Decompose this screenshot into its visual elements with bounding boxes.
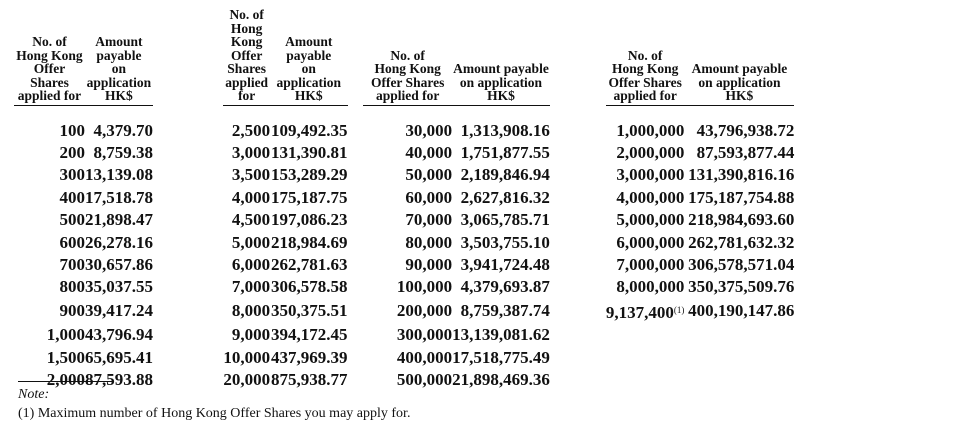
amount-cell [684,347,794,369]
amount-cell: 30,657.86 [84,254,153,274]
shares-cell: 4,500 [231,210,271,230]
amount-cell: 175,187,754.88 [688,187,795,207]
shares-cell: 9,137,400$^{(1)}$ [605,302,685,322]
amount-cell [684,369,794,391]
amount-cell: 262,781.63 [271,254,348,274]
amount-cell: 437,969.39 [271,347,348,367]
amount-cell: 218,984.69 [271,232,348,252]
amount-cell: 131,390,816.16 [688,165,795,185]
shares-cell: 9,000 [231,325,271,345]
shares-column-header: No. of Hong Kong Offer Shares applied for [225,7,269,103]
amount-cell: 17,518.78 [84,187,153,207]
amount-cell: 394,172.45 [271,325,348,345]
amount-cell: 3,503,755.10 [460,232,550,252]
amount-cell: 3,941,724.48 [460,254,550,274]
amount-cell: 109,492.35 [271,120,348,140]
shares-cell: 200,000 [396,301,453,321]
shares-cell: 5,000,000 [616,210,685,230]
amount-cell: 1,751,877.55 [460,142,550,162]
note-label: Note: [18,387,50,402]
amount-cell: 21,898,469.36 [452,369,550,389]
amount-cell: 197,086.23 [271,210,348,230]
shares-column-header: No. of Hong Kong Offer Shares applied for [363,8,452,105]
table-row [14,299,958,324]
shares-cell: 2,000 [46,369,85,389]
amount-cell: 153,289.29 [271,165,348,185]
shares-cell: 8,000 [231,301,271,321]
amount-cell: 218,984,693.60 [688,210,795,230]
shares-cell: 800 [59,277,85,297]
shares-cell: 6,000 [231,254,271,274]
footnote-marker: (1) [673,304,685,315]
amount-column-header: Amount payable on application HK$ [270,8,347,105]
shares-cell: 4,000,000 [616,187,685,207]
amount-cell: 8,759,387.74 [460,301,550,321]
amount-column-header: Amount payable on application HK$ [684,8,794,105]
amount-payable-table [14,8,958,391]
amount-cell: 350,375.51 [271,301,348,321]
table-row [14,232,958,254]
amount-cell: 43,796.94 [84,325,153,345]
shares-cell: 2,500 [231,120,271,140]
amount-cell: 1,313,908.16 [460,120,550,140]
note-divider [18,381,113,382]
table-body [14,105,958,391]
amount-cell: 350,375,509.76 [688,277,795,297]
shares-cell: 20,000 [223,369,271,389]
shares-cell: 10,000 [223,347,271,367]
amount-cell: 400,190,147.86 [688,301,795,321]
shares-cell: 400,000 [396,347,453,367]
amount-column-header: Amount payable on application HK$ [85,8,153,105]
table-header-row [14,8,958,105]
shares-cell: 100,000 [396,277,453,297]
shares-cell: 30,000 [405,120,453,140]
shares-column-header: No. of Hong Kong Offer Shares applied for [14,8,85,105]
shares-cell: 200 [59,142,85,162]
shares-cell: 300,000 [396,325,453,345]
shares-cell: 500,000 [396,369,453,389]
table-row [14,120,958,142]
shares-cell: 1,000,000 [616,120,685,140]
amount-cell: 2,627,816.32 [460,187,550,207]
table-row [14,276,958,298]
shares-cell: 80,000 [405,232,453,252]
column-gap [550,8,606,105]
amount-cell: 21,898.47 [84,210,153,230]
shares-cell [606,324,685,346]
amount-cell: 262,781,632.32 [688,232,795,252]
amount-cell: 65,695.41 [84,347,153,367]
shares-cell: 7,000,000 [616,254,685,274]
table-row [14,347,958,369]
amount-cell: 39,417.24 [84,301,153,321]
shares-cell: 700 [59,254,85,274]
amount-cell: 306,578,571.04 [688,254,795,274]
note-text: (1) Maximum number of Hong Kong Offer Shares you may apply for. [18,406,411,421]
shares-cell: 3,500 [231,165,271,185]
amount-cell: 87,593,877.44 [696,142,795,162]
amount-cell: 175,187.75 [271,187,348,207]
amount-cell: 306,578.58 [271,277,348,297]
shares-cell: 1,500 [46,347,85,367]
shares-cell: 60,000 [405,187,453,207]
shares-cell: 1,000 [46,325,85,345]
shares-cell: 4,000 [231,187,271,207]
amount-cell: 2,189,846.94 [460,165,550,185]
shares-cell: 100 [59,120,85,140]
amount-cell: 43,796,938.72 [696,120,795,140]
shares-cell: 7,000 [231,277,271,297]
shares-cell: 400 [59,187,85,207]
amount-cell: 13,139.08 [84,165,153,185]
amount-cell: 8,759.38 [93,142,153,162]
amount-column-header: Amount payable on application HK$ [452,8,550,105]
amount-cell: 4,379.70 [93,120,153,140]
table-row [14,324,958,346]
shares-cell: 600 [59,232,85,252]
amount-cell: 4,379,693.87 [460,277,550,297]
amount-cell: 13,139,081.62 [452,325,550,345]
table-row [14,142,958,164]
shares-cell: 6,000,000 [616,232,685,252]
table-row [14,369,958,391]
amount-cell: 35,037.55 [84,277,153,297]
shares-cell: 50,000 [405,165,453,185]
amount-cell: 87,593.88 [84,369,153,389]
amount-cell [684,324,794,346]
shares-cell: 900 [59,301,85,321]
shares-cell: 500 [59,210,85,230]
table-row [14,187,958,209]
table-row [14,164,958,186]
amount-cell: 875,938.77 [271,369,348,389]
shares-cell: 300 [59,165,85,185]
shares-cell [606,369,685,391]
amount-cell: 26,278.16 [84,232,153,252]
shares-cell: 90,000 [405,254,453,274]
shares-cell: 2,000,000 [616,142,685,162]
amount-cell: 17,518,775.49 [452,347,550,367]
table-row [14,254,958,276]
amount-cell: 131,390.81 [271,142,348,162]
shares-cell: 70,000 [405,210,453,230]
table-row [14,209,958,231]
column-gap [153,8,223,105]
shares-cell: 40,000 [405,142,453,162]
shares-cell [606,347,685,369]
column-gap [348,8,364,105]
header-spacer [14,105,958,120]
amount-cell: 3,065,785.71 [460,210,550,230]
shares-column-header: No. of Hong Kong Offer Shares applied for [606,8,685,105]
shares-cell: 3,000,000 [616,165,685,185]
shares-cell: 3,000 [231,142,271,162]
shares-cell: 8,000,000 [616,277,685,297]
shares-cell: 5,000 [231,232,271,252]
